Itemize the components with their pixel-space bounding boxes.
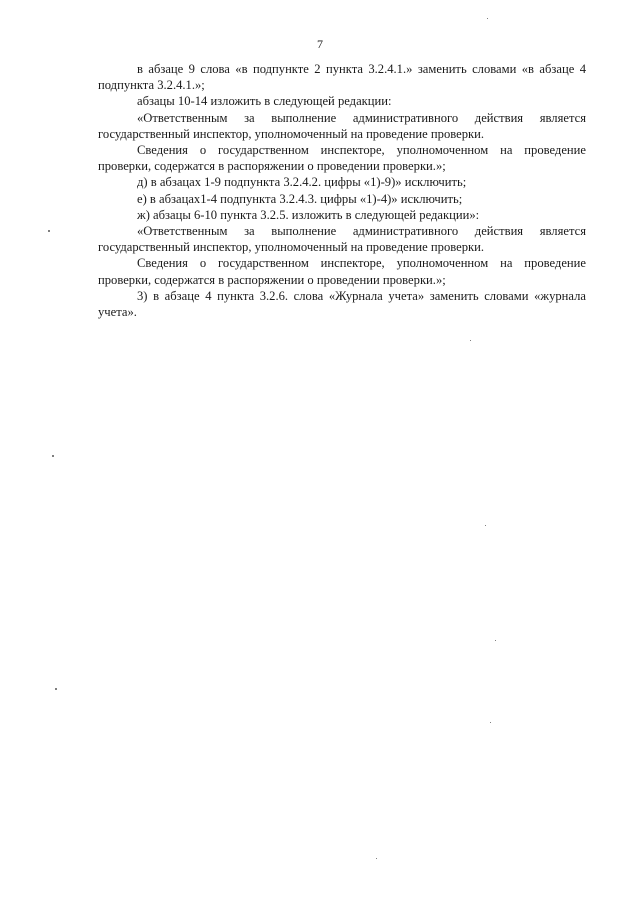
paragraph: е) в абзацах1-4 подпункта 3.2.4.3. цифры «1)-4)» исключить; bbox=[137, 191, 463, 206]
paragraph: в абзаце 9 слова «в подпункте 2 пункта 3.2.4.1.» заменить словами «в абзаце 4 подпункта 3.2.4.1.»; bbox=[98, 62, 586, 93]
paragraph: абзацы 10-14 изложить в следующей редакции: bbox=[137, 94, 392, 109]
scan-speck bbox=[52, 455, 54, 457]
paragraph: Сведения о государственном инспекторе, уполномоченном на проведение проверки, содержатся в распоряжении о проведении проверки.»; bbox=[98, 143, 586, 174]
paragraph: «Ответственным за выполнение административного действия является государственный инспектор, уполномоченный на проведение проверки. bbox=[98, 110, 586, 141]
scan-speck bbox=[485, 525, 486, 526]
scan-speck bbox=[487, 18, 488, 19]
page-number: 7 bbox=[317, 37, 323, 51]
scan-speck bbox=[495, 640, 496, 641]
scan-speck bbox=[55, 688, 57, 690]
paragraph: д) в абзацах 1-9 подпункта 3.2.4.2. цифры «1)-9)» исключить; bbox=[137, 175, 467, 190]
scan-speck bbox=[470, 340, 471, 341]
scan-speck bbox=[490, 722, 491, 723]
scan-speck bbox=[48, 230, 50, 232]
scan-speck bbox=[376, 858, 377, 859]
document-body bbox=[98, 61, 586, 320]
paragraph: ж) абзацы 6-10 пункта 3.2.5. изложить в следующей редакции»: bbox=[137, 207, 480, 222]
paragraph: Сведения о государственном инспекторе, уполномоченном на проведение проверки, содержатся в распоряжении о проведении проверки.»; bbox=[98, 256, 586, 287]
paragraph: «Ответственным за выполнение административного действия является государственный инспектор, уполномоченный на проведение проверки. bbox=[98, 224, 586, 255]
paragraph: 3) в абзаце 4 пункта 3.2.6. слова «Журнала учета» заменить словами «журнала учета». bbox=[98, 288, 586, 320]
